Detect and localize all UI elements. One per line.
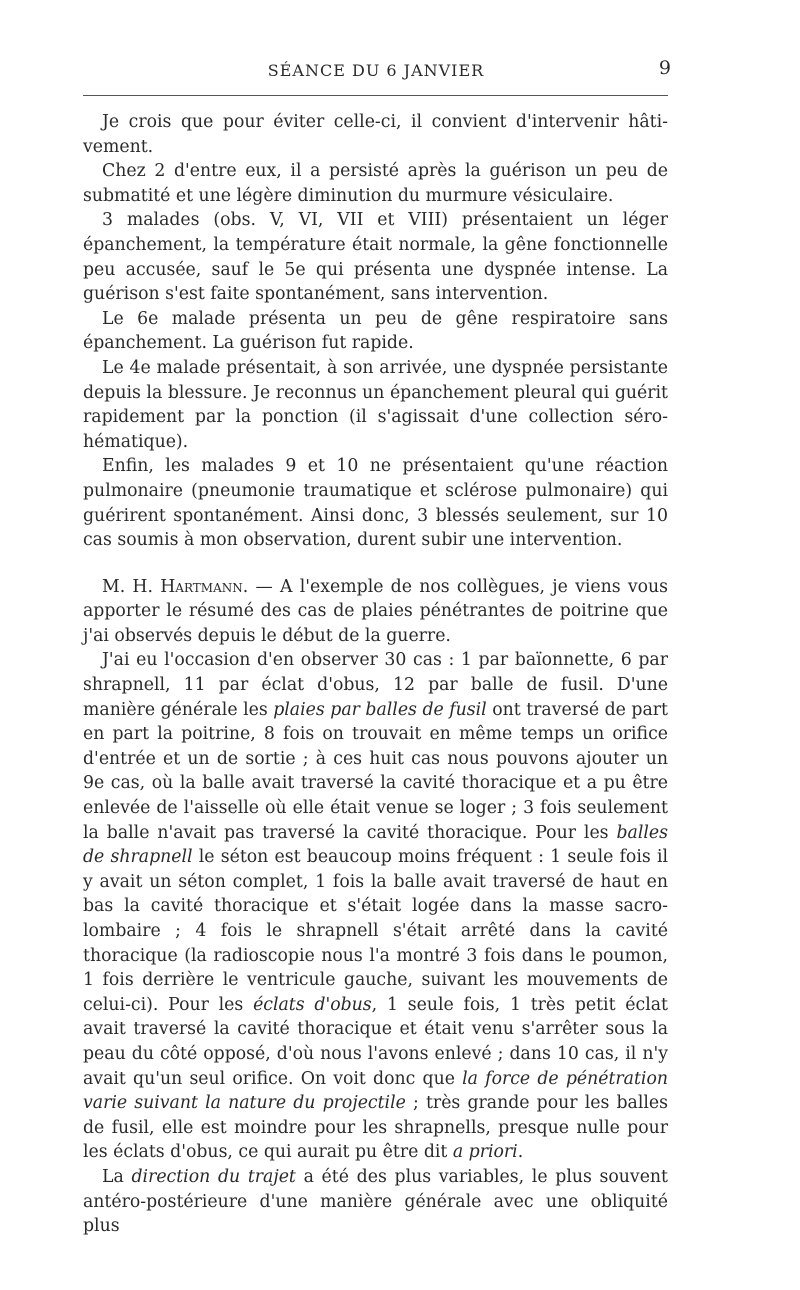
text-run: le séton est beaucoup moins fréquent : 1 seule fois il y avait un séton complet, 1 fois la balle avait traversé de haut en bas la cavité thoracique et s'était logée dans la masse sacro-lombaire ; 4 fois le shrapnell s'était arrêté dans la cavité thoracique (la radioscopie nous l'a montré 3 fois dans le poumon, 1 fois derrière le ventricule gauche, suivant les mouvements de celui-ci). Pour les [83,847,668,1015]
text-run: ; très grande pour les balles de fusil, elle est moindre pour les shrapnells, presque nulle pour les éclats d'obus, ce qui aurait pu être dit [83,1093,668,1163]
hartmann-intro-paragraph [83,575,668,649]
text-run: a été des plus variables, le plus souvent antéro-postérieure d'une manière générale avec une obliquité plus [83,1166,669,1237]
text-run: La [102,1166,132,1187]
text-run: ont traversé de part en part la poitrine, 8 fois on trouvait en même temps un orifice d'entrée et un de sortie ; à ces huit cas nous pouvons ajouter un 9e cas, où la balle avait traversé la cavité thoracique et a pu être enlevée de l'aisselle où elle était venue se loger ; 3 fois seulement la balle n'avait pas traversé la cavité thoracique. Pour les [83,699,668,843]
paragraph: 3 malades (obs. V, VI, VII et VIII) présentaient un léger épanchement, la température était normale, la gêne fonctionnelle peu accusée, sauf le 5e qui présenta une dyspnée intense. La guérison s'est faite spontanément, sans intervention. [83,210,668,305]
emphasis: a priori [452,1142,518,1163]
emphasis: balles de shrapnell [83,822,668,868]
header-rule [83,95,668,96]
body-text [83,110,668,1239]
paragraph: Chez 2 d'entre eux, il a persisté après la guérison un peu de submatité et une légère diminution du murmure vésiculaire. [83,161,668,206]
emphasis: plaies par balles de fusil [273,699,487,720]
paragraph-text: — A l'exemple de nos collègues, je viens vous apporter le résumé des cas de plaies pénétrantes de poitrine que j'ai observés depuis le début de la guerre. [83,576,669,646]
paragraph: Je crois que pour éviter celle-ci, il convient d'intervenir hâti-vement. [83,112,668,157]
paragraph: Le 6e malade présenta un peu de gêne respiratoire sans épanchement. La guérison fut rapide. [83,308,668,354]
page-number: 9 [658,57,672,79]
emphasis: la force de pénétration varie suivant la nature du projectile [83,1068,668,1114]
text-run: J'ai eu l'occasion d'en observer 30 cas : 1 par baïonnette, 6 par shrapnell, 11 par éclat d'obus, 12 par balle de fusil. D'une manière générale les [83,650,668,720]
hartmann-direction-paragraph [83,1165,668,1239]
paragraph: Enfin, les malades 9 et 10 ne présentaient qu'une réaction pulmonaire (pneumonie traumatique et sclérose pulmonaire) qui guérirent spontanément. Ainsi donc, 3 blessés seulement, sur 10 cas soumis à mon observation, durent subir une intervention. [83,456,668,551]
emphasis: direction du trajet [131,1166,296,1187]
emphasis: éclats d'obus [253,994,372,1015]
running-title: SÉANCE DU 6 JANVIER [267,61,485,80]
text-run: , 1 seule fois, 1 très petit éclat avait traversé la cavité thoracique et était venu s'arrêter sous la peau du côté opposé, d'où nous l'avons enlevé ; dans 10 cas, il n'y avait qu'un seul orifice. On voit donc que [83,994,668,1089]
hartmann-cases-paragraph [83,648,668,1164]
text-run: . [517,1142,524,1163]
paragraph: Le 4e malade présentait, à son arrivée, une dyspnée persistante depuis la blessure. Je reconnus un épanchement pleural qui guérit rapidement par la ponction (il s'agissait d'une collection séro-hématique). [83,357,668,452]
running-header [82,55,670,85]
speaker-name: M. H. Hartmann. [102,576,249,597]
